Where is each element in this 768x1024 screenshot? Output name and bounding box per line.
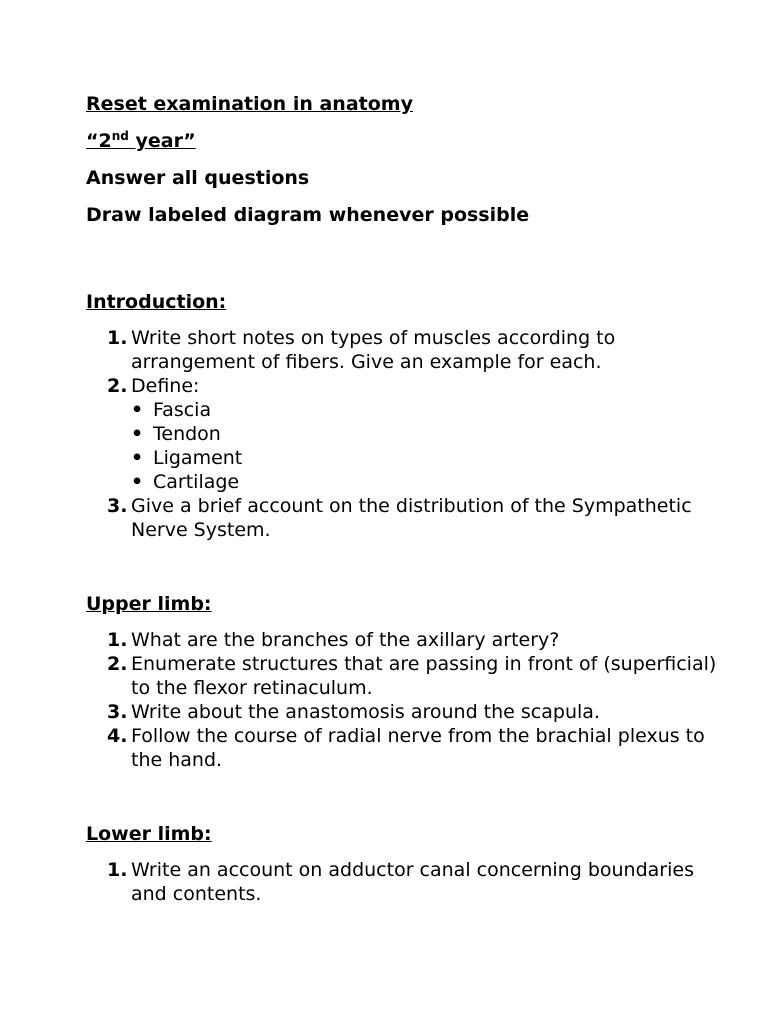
list-item [131, 470, 726, 494]
upper-limb-question-list [86, 628, 726, 772]
list-item [86, 494, 726, 542]
section-heading-upper-limb: Upper limb: [86, 593, 212, 615]
bullet-icon: • [131, 399, 144, 421]
bullet-icon: • [131, 447, 144, 469]
question-text: What are the branches of the axillary artery? [131, 629, 560, 651]
list-item [86, 628, 726, 652]
instruction-answer-all: Answer all questions [86, 167, 310, 189]
instruction-draw-diagram: Draw labeled diagram whenever possible [86, 204, 530, 226]
exam-page [86, 92, 726, 906]
term-label: Tendon [153, 423, 221, 445]
list-item [86, 374, 726, 494]
question-number: 2. [107, 375, 128, 397]
question-number: 2. [107, 653, 128, 675]
question-number: 3. [107, 495, 128, 517]
term-label: Ligament [153, 447, 243, 469]
bullet-icon: • [131, 471, 144, 493]
list-item [86, 700, 726, 724]
bullet-icon: • [131, 423, 144, 445]
question-text: Write an account on adductor canal concerning boundaries and contents. [131, 859, 694, 905]
list-item [86, 724, 726, 772]
question-number: 4. [107, 725, 128, 747]
question-text: Give a brief account on the distribution of the Sympathetic Nerve System. [131, 495, 692, 541]
list-item [131, 446, 726, 470]
question-text: Write short notes on types of muscles according to arrangement of fibers. Give an example for each. [131, 327, 616, 373]
list-item [131, 422, 726, 446]
introduction-question-list [86, 326, 726, 542]
list-item [86, 858, 726, 906]
question-text: Write about the anastomosis around the scapula. [131, 701, 600, 723]
list-item [86, 326, 726, 374]
section-heading-introduction: Introduction: [86, 291, 227, 313]
question-number: 1. [107, 327, 128, 349]
question-number: 1. [107, 859, 128, 881]
question-number: 3. [107, 701, 128, 723]
term-label: Fascia [153, 399, 212, 421]
question-text: Enumerate structures that are passing in front of (superficial) to the flexor retinaculum. [131, 653, 717, 699]
lower-limb-question-list [86, 858, 726, 906]
question-number: 1. [107, 629, 128, 651]
exam-year [86, 129, 726, 153]
exam-title: Reset examination in anatomy [86, 93, 413, 115]
define-term-list [131, 398, 726, 494]
term-label: Cartilage [153, 471, 240, 493]
list-item [131, 398, 726, 422]
year-superscript: nd [111, 129, 129, 143]
question-text: Follow the course of radial nerve from the brachial plexus to the hand. [131, 725, 705, 771]
list-item [86, 652, 726, 700]
question-text: Define: [131, 375, 200, 397]
section-heading-lower-limb: Lower limb: [86, 823, 212, 845]
year-close: year” [128, 130, 196, 152]
year-open: “2 [86, 130, 112, 152]
